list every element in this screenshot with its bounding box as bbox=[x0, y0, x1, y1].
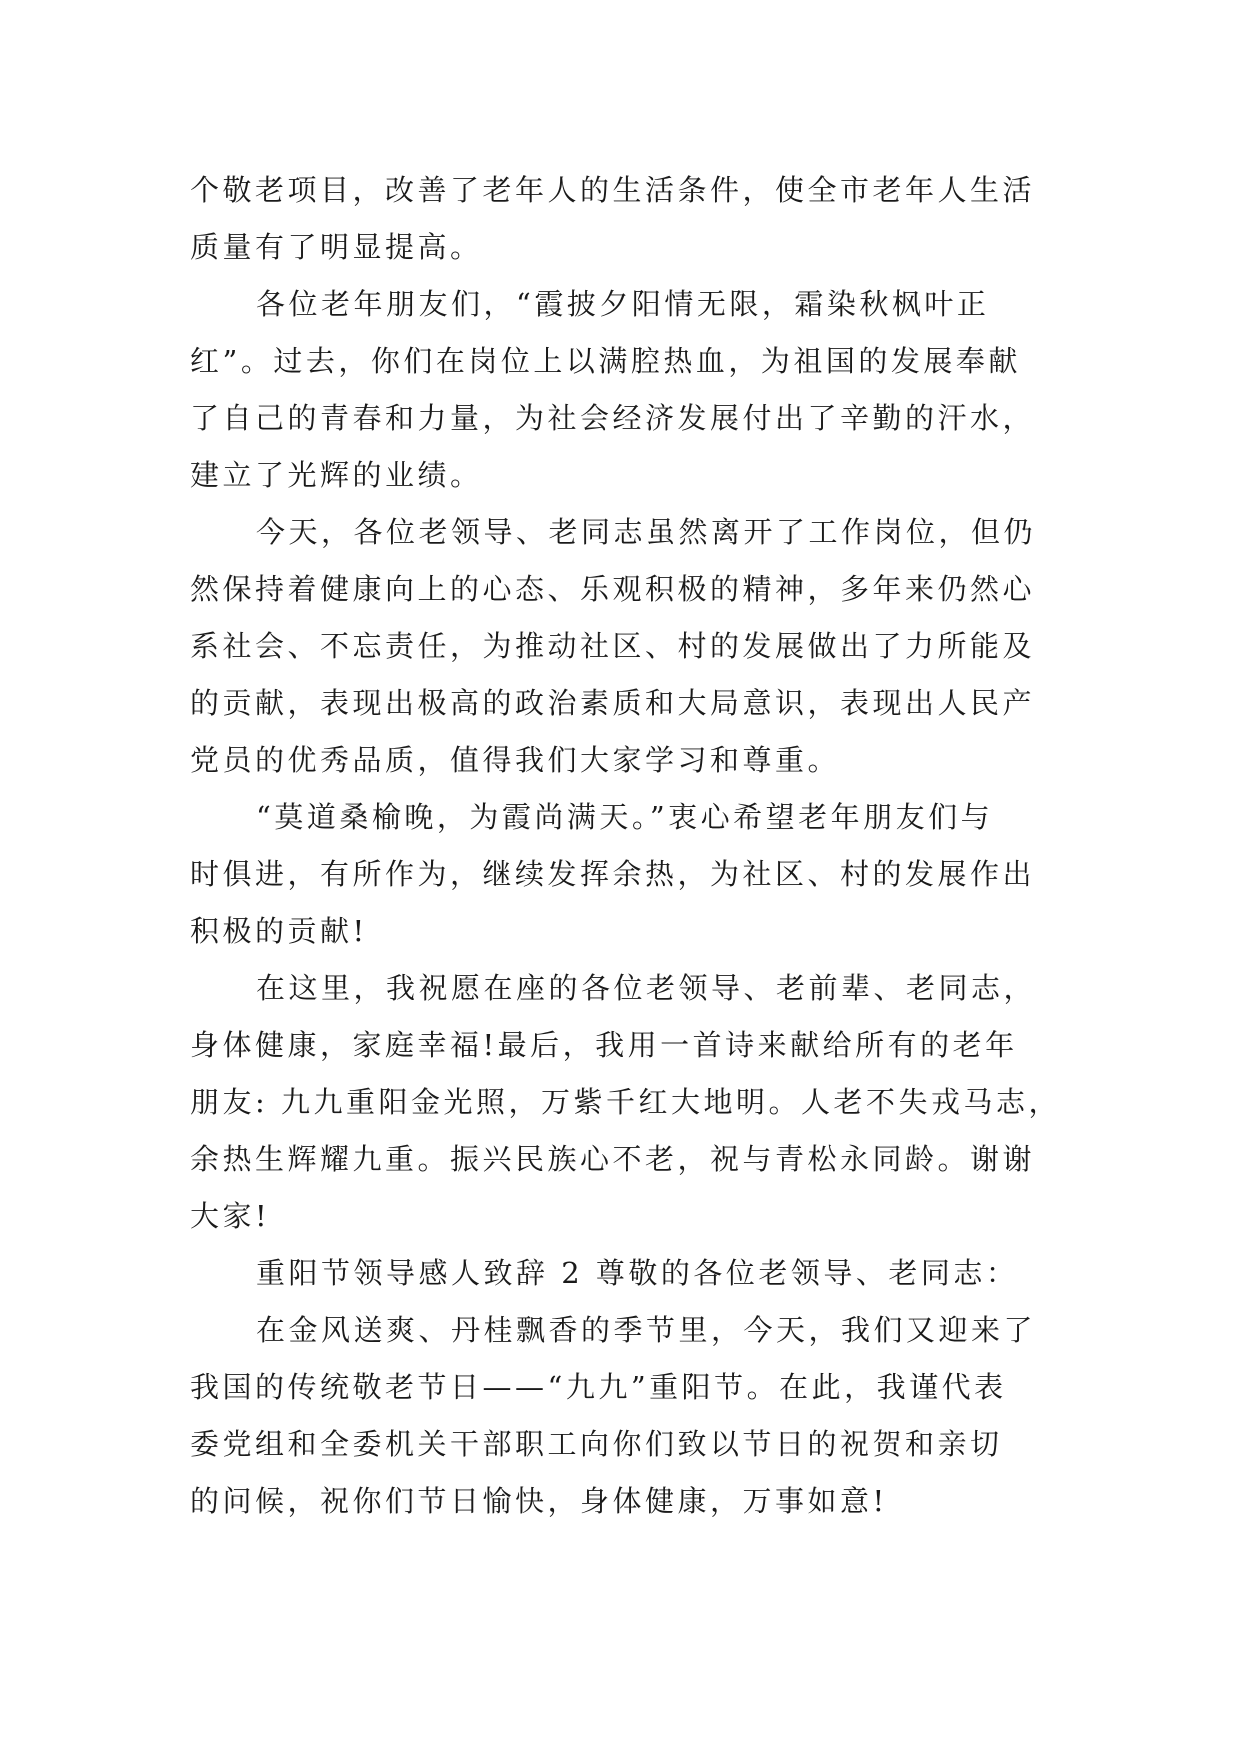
document-body bbox=[190, 162, 1070, 1530]
text-line: 系社会、不忘责任，为推动社区、村的发展做出了力所能及 bbox=[190, 629, 1036, 663]
text-line: 我国的传统敬老节日——“九九”重阳节。在此，我谨代表 bbox=[190, 1370, 1007, 1404]
text-line: 重阳节领导感人致辞 2 尊敬的各位老领导、老同志： bbox=[256, 1256, 1019, 1290]
text-line: 余热生辉耀九重。振兴民族心不老，祝与青松永同龄。谢谢 bbox=[190, 1142, 1036, 1176]
text-line: 在金风送爽、丹桂飘香的季节里，今天，我们又迎来了 bbox=[256, 1313, 1037, 1347]
text-line: 质量有了明显提高。 bbox=[190, 230, 483, 264]
text-line: 身体健康，家庭幸福!最后，我用一首诗来献给所有的老年 bbox=[190, 1028, 1018, 1062]
text-line: 今天，各位老领导、老同志虽然离开了工作岗位，但仍 bbox=[256, 515, 1037, 549]
text-line: 积极的贡献! bbox=[190, 914, 368, 948]
text-line: 红”。过去，你们在岗位上以满腔热血，为祖国的发展奉献 bbox=[190, 344, 1021, 378]
text-line: 了自己的青春和力量，为社会经济发展付出了辛勤的汗水， bbox=[190, 401, 1036, 435]
text-line: 的贡献，表现出极高的政治素质和大局意识，表现出人民产 bbox=[190, 686, 1036, 720]
text-line: 委党组和全委机关干部职工向你们致以节日的祝贺和亲切 bbox=[190, 1427, 1003, 1461]
text-line: 时俱进，有所作为，继续发挥余热，为社区、村的发展作出 bbox=[190, 857, 1036, 891]
text-line: 的问候，祝你们节日愉快，身体健康，万事如意! bbox=[190, 1484, 888, 1518]
text-line: 然保持着健康向上的心态、乐观积极的精神，多年来仍然心 bbox=[190, 572, 1036, 606]
text-line: “莫道桑榆晚，为霞尚满天。”衷心希望老年朋友们与 bbox=[256, 800, 994, 834]
text-line: 各位老年朋友们，“霞披夕阳情无限，霜染秋枫叶正 bbox=[256, 287, 990, 321]
text-line: 个敬老项目，改善了老年人的生活条件，使全市老年人生活 bbox=[190, 173, 1036, 207]
text-line: 大家! bbox=[190, 1199, 271, 1233]
text-line: 建立了光辉的业绩。 bbox=[190, 458, 483, 492]
text-line: 党员的优秀品质，值得我们大家学习和尊重。 bbox=[190, 743, 841, 777]
text-line: 朋友: 九九重阳金光照，万紫千红大地明。人老不失戎马志， bbox=[190, 1085, 1061, 1119]
text-line: 在这里，我祝愿在座的各位老领导、老前辈、老同志， bbox=[256, 971, 1037, 1005]
